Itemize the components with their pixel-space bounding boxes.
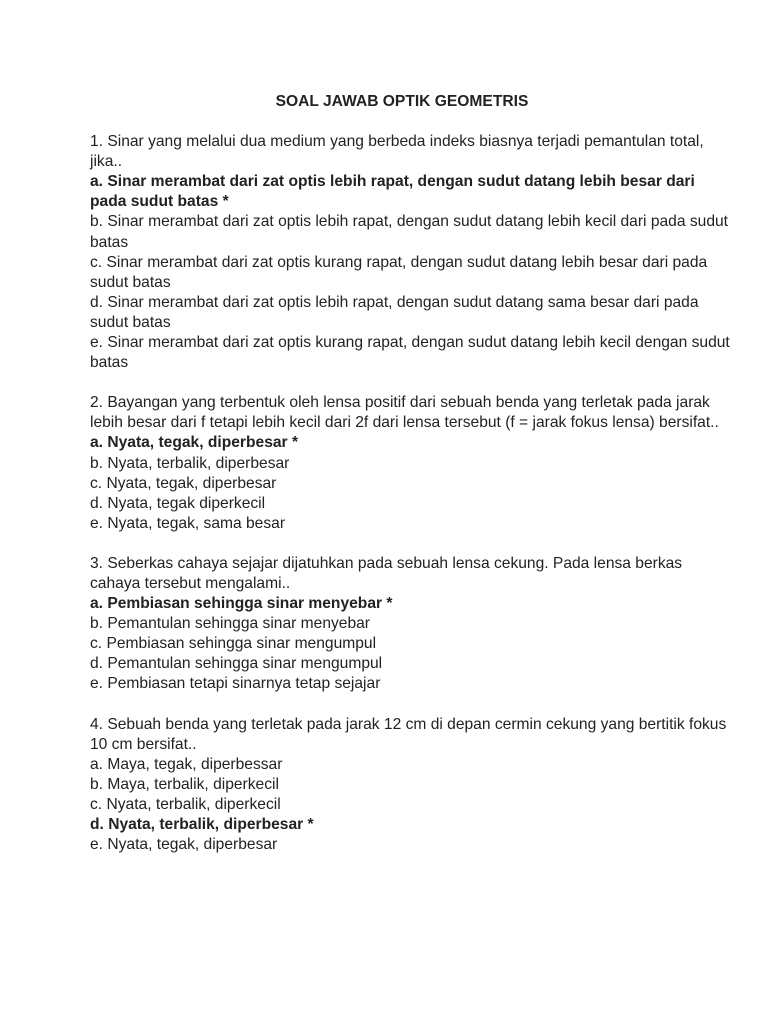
answer-option-a: a. Maya, tegak, diperbessar — [90, 755, 283, 773]
answer-option-c: c. Pembiasan sehingga sinar mengumpul — [90, 635, 377, 653]
answer-option-b: b. Maya, terbalik, diperkecil — [90, 775, 279, 793]
answer-option-d-correct: d. Nyata, terbalik, diperbesar * — [90, 816, 314, 833]
answer-options — [90, 594, 730, 694]
question-text: 1. Sinar yang melalui dua medium yang berbeda indeks biasnya terjadi pemantulan total, jika.. — [90, 133, 704, 171]
answer-option-e: e. Pembiasan tetapi sinarnya tetap sejajar — [90, 675, 381, 693]
question-4 — [90, 715, 730, 856]
answer-option-d: d. Nyata, tegak diperkecil — [90, 494, 266, 512]
question-3 — [90, 554, 730, 695]
answer-option-b: b. Nyata, terbalik, diperbesar — [90, 454, 290, 472]
answer-option-a-correct: a. Pembiasan sehingga sinar menyebar * — [90, 595, 393, 613]
answer-option-c: c. Nyata, terbalik, diperkecil — [90, 795, 281, 813]
answer-option-c: c. Nyata, tegak, diperbesar — [90, 474, 277, 492]
question-text: 4. Sebuah benda yang terletak pada jarak 12 cm di depan cermin cekung yang bertitik fokus 10 cm bersifat.. — [90, 715, 727, 753]
answer-options — [90, 755, 730, 855]
answer-option-a-correct: a. Nyata, tegak, diperbesar * — [90, 434, 299, 452]
question-text: 3. Seberkas cahaya sejajar dijatuhkan pada sebuah lensa cekung. Pada lensa berkas cahaya tersebut mengalami.. — [90, 554, 683, 592]
answer-option-b: b. Sinar merambat dari zat optis lebih rapat, dengan sudut datang lebih kecil dari pada sudut batas — [90, 213, 729, 251]
answer-option-b: b. Pemantulan sehingga sinar menyebar — [90, 615, 370, 633]
document-title: SOAL JAWAB OPTIK GEOMETRIS — [275, 93, 529, 110]
question-2 — [90, 393, 730, 534]
document-page — [90, 92, 730, 875]
answer-option-d: d. Sinar merambat dari zat optis lebih rapat, dengan sudut datang sama besar dari pada sudut batas — [90, 293, 699, 331]
answer-option-e: e. Sinar merambat dari zat optis kurang rapat, dengan sudut datang lebih kecil dengan sudut batas — [90, 334, 730, 372]
answer-option-a-correct: a. Sinar merambat dari zat optis lebih rapat, dengan sudut datang lebih besar dari pada sudut batas * — [90, 173, 695, 211]
question-text: 2. Bayangan yang terbentuk oleh lensa positif dari sebuah benda yang terletak pada jarak lebih besar dari f tetapi lebih kecil dari 2f dari lensa tersebut (f = jarak fokus lensa) bersifat.. — [90, 394, 719, 432]
answer-option-d: d. Pemantulan sehingga sinar mengumpul — [90, 655, 383, 673]
answer-options — [90, 433, 730, 533]
answer-option-e: e. Nyata, tegak, sama besar — [90, 514, 286, 532]
question-1 — [90, 132, 730, 373]
answer-option-c: c. Sinar merambat dari zat optis kurang rapat, dengan sudut datang lebih besar dari pada sudut batas — [90, 253, 708, 291]
answer-options — [90, 172, 730, 373]
answer-option-e: e. Nyata, tegak, diperbesar — [90, 836, 278, 854]
